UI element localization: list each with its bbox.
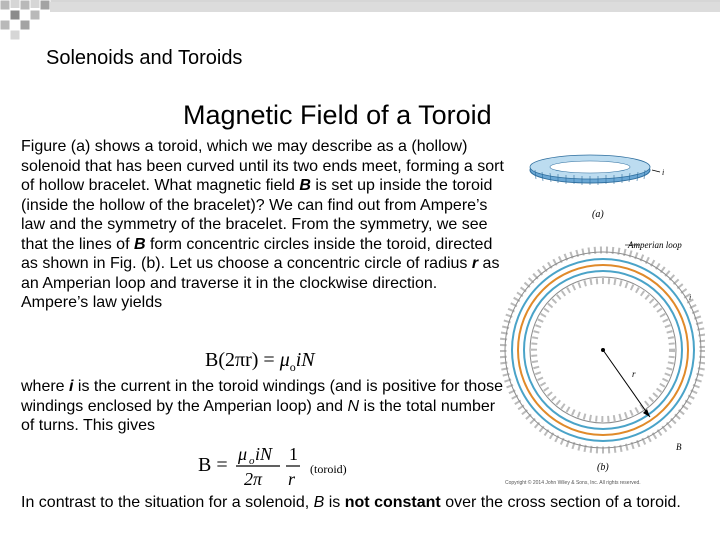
- slide-title: Solenoids and Toroids: [46, 47, 243, 69]
- text: In contrast to the situation for a solenoid,: [21, 494, 314, 511]
- figure-label-b: (b): [597, 462, 609, 473]
- text: where: [21, 378, 70, 395]
- toroid-figure: [500, 145, 705, 485]
- text: is the total number of turns. This gives: [21, 397, 496, 434]
- symbol-B: B: [313, 494, 325, 511]
- denominator: 2π: [244, 469, 263, 489]
- text: is set up inside the toroid (inside the hollow of the bracelet)? We can find out from Ampere’s law and the symmetry of the bracelet. From the symmetry, we see that the lines of: [21, 177, 493, 253]
- ampere-equation: [205, 349, 315, 375]
- numerator-one: 1: [289, 444, 298, 464]
- equation-tag: (toroid): [310, 462, 347, 476]
- emphasis: not constant: [344, 494, 441, 511]
- text: is the current in the toroid windings (and is positive for those windings enclosed by the Amperian loop) and: [21, 378, 504, 415]
- equation-lhs: B(2πr) =: [205, 349, 280, 371]
- field-label: B: [676, 442, 682, 452]
- symbol-N: N: [347, 397, 359, 415]
- page-heading: Magnetic Field of a Toroid: [183, 100, 492, 130]
- numerator-rest: iN: [255, 444, 273, 464]
- text: over the cross section of a toroid.: [440, 494, 681, 511]
- text: Figure (a) shows a toroid, which we may describe as a (hollow) solenoid that has been curved until its two ends meet, forming a sort of hollow bracelet. What magnetic field: [21, 138, 504, 194]
- numerator-mu: μ: [238, 444, 248, 464]
- paragraph-current: [21, 377, 506, 436]
- toroid-equation: [198, 440, 368, 490]
- equation-rhs: iN: [295, 349, 315, 371]
- text: form concentric circles inside the toroid, directed as shown in Fig. (b). Let us choose a concentric circle of radius: [21, 235, 493, 272]
- numerator-sub: o: [249, 455, 255, 467]
- current-label: i: [662, 168, 665, 177]
- text: as an Amperian loop and traverse it in the clockwise direction. Ampere’s law yields: [21, 255, 500, 311]
- figure-label-a: (a): [592, 209, 604, 220]
- paragraph-intro: [21, 137, 506, 313]
- radius-label: r: [632, 369, 636, 379]
- mu-subscript: o: [289, 360, 296, 374]
- corner-decoration: [0, 0, 720, 45]
- symbol-B: B: [133, 235, 146, 253]
- toroid-ring: [530, 155, 660, 185]
- current-label-b: i: [689, 293, 692, 302]
- text: is: [324, 494, 345, 511]
- symbol-i: i: [69, 378, 74, 395]
- mu-symbol: μ: [279, 349, 290, 371]
- symbol-r: r: [471, 255, 479, 272]
- denominator-r: r: [288, 469, 296, 489]
- equation-lhs: B =: [198, 454, 228, 476]
- toroid-cross-section: [503, 245, 703, 450]
- paragraph-contrast: [21, 493, 711, 513]
- copyright-notice: Copyright © 2014 John Wiley & Sons, Inc. All rights reserved.: [505, 480, 641, 486]
- amperian-loop-label: Amperian loop: [628, 240, 682, 250]
- symbol-B: B: [299, 177, 311, 194]
